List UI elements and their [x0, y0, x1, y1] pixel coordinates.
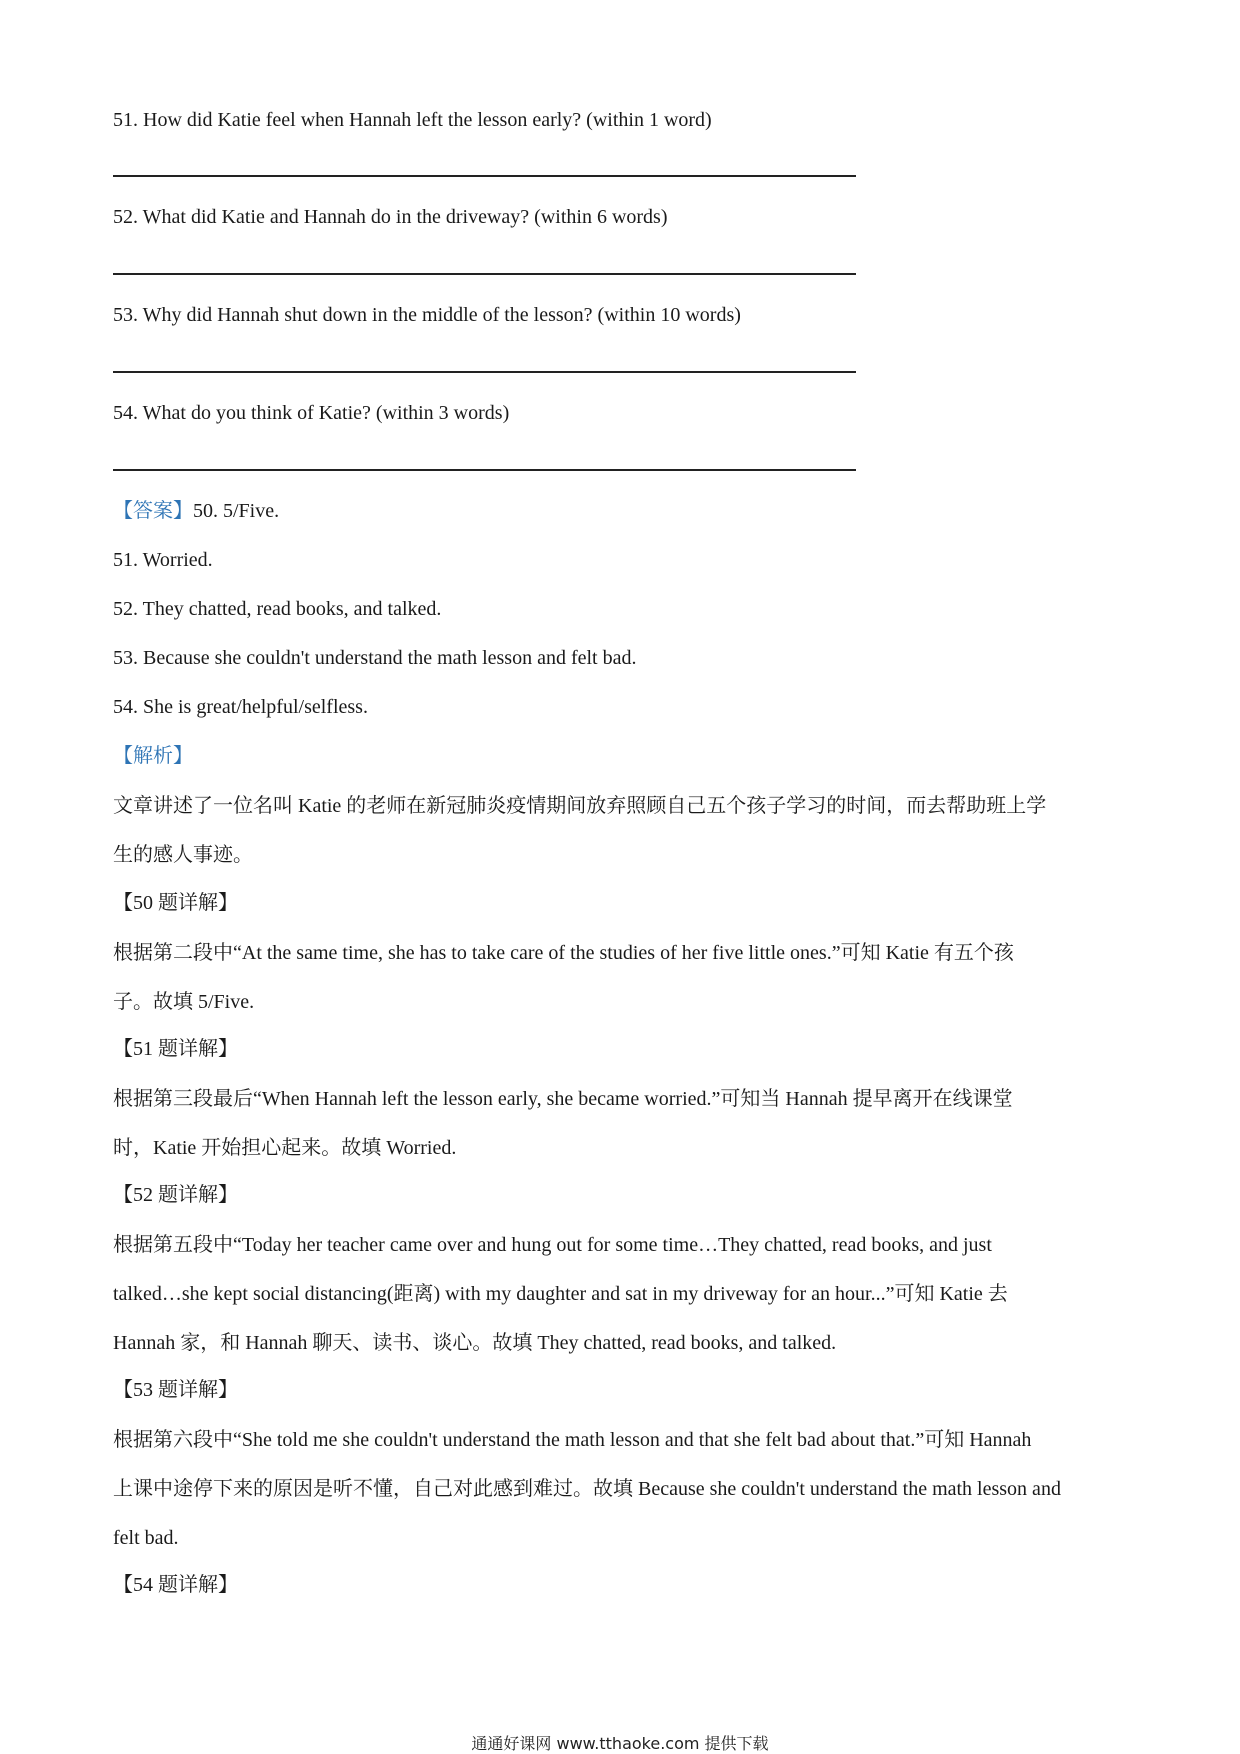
detail-line: 根据第三段最后“When Hannah left the lesson early, she became worried.”可知当 Hannah 提早离开在线课堂 [113, 1088, 1013, 1110]
question-54: 54. What do you think of Katie? (within 3 words) [113, 402, 510, 424]
detail-line: felt bad. [113, 1527, 179, 1549]
detail-line: Hannah 家，和 Hannah 聊天、读书、谈心。故填 They chatted, read books, and talked. [113, 1332, 837, 1354]
detail-line: 子。故填 5/Five. [113, 991, 255, 1013]
analysis-summary [113, 782, 1133, 880]
answer-51: 51. Worried. [113, 549, 213, 571]
answer-line-53[interactable] [113, 371, 856, 373]
detail-heading-51: 【51 题详解】 [113, 1038, 238, 1060]
summary-line: 生的感人事迹。 [113, 844, 253, 866]
page-footer: 通通好课网 www.tthaoke.com 提供下载 [471, 1734, 769, 1753]
detail-line: 根据第二段中“At the same time, she has to take care of the studies of her five little ones.”可知 Katie 有五个孩 [113, 942, 1014, 964]
answer-52: 52. They chatted, read books, and talked. [113, 598, 442, 620]
detail-line: talked…she kept social distancing(距离) with my daughter and sat in my driveway for an hour...”可知 Katie 去 [113, 1283, 1008, 1305]
detail-line: 根据第六段中“She told me she couldn't understand the math lesson and that she felt bad about that.”可知 Hannah [113, 1429, 1032, 1451]
detail-heading-54: 【54 题详解】 [113, 1574, 238, 1596]
answer-first-line [113, 497, 279, 525]
detail-body-52 [113, 1221, 1133, 1368]
detail-heading-53: 【53 题详解】 [113, 1379, 238, 1401]
answer-label: 【答案】 [113, 500, 193, 522]
detail-body-53 [113, 1416, 1133, 1563]
question-51: 51. How did Katie feel when Hannah left the lesson early? (within 1 word) [113, 109, 712, 131]
answer-line-54[interactable] [113, 469, 856, 471]
detail-body-51 [113, 1075, 1133, 1173]
detail-body-50 [113, 929, 1133, 1027]
detail-line: 上课中途停下来的原因是听不懂，自己对此感到难过。故填 Because she couldn't understand the math lesson and [113, 1478, 1061, 1500]
summary-line: 文章讲述了一位名叫 Katie 的老师在新冠肺炎疫情期间放弃照顾自己五个孩子学习的时间，而去帮助班上学 [113, 795, 1047, 817]
detail-line: 时，Katie 开始担心起来。故填 Worried. [113, 1137, 457, 1159]
answer-53: 53. Because she couldn't understand the math lesson and felt bad. [113, 647, 637, 669]
question-53: 53. Why did Hannah shut down in the middle of the lesson? (within 10 words) [113, 304, 741, 326]
answer-50: 50. 5/Five. [193, 500, 280, 522]
answer-line-52[interactable] [113, 273, 856, 275]
question-52: 52. What did Katie and Hannah do in the driveway? (within 6 words) [113, 206, 668, 228]
answer-line-51[interactable] [113, 175, 856, 177]
detail-heading-52: 【52 题详解】 [113, 1184, 238, 1206]
analysis-label: 【解析】 [113, 745, 193, 767]
answer-54: 54. She is great/helpful/selfless. [113, 696, 368, 718]
detail-line: 根据第五段中“Today her teacher came over and hung out for some time…They chatted, read books, and just [113, 1234, 992, 1256]
detail-heading-50: 【50 题详解】 [113, 892, 238, 914]
